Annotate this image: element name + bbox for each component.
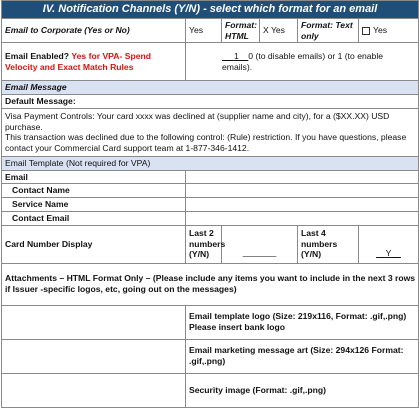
email-enabled-cell xyxy=(2,43,186,81)
last2-label: Last 2 numbers (Y/N) xyxy=(186,225,222,263)
format-html-label: Format: HTML xyxy=(222,19,260,43)
format-text-label: Format: Text only xyxy=(298,19,359,43)
notification-channels-table xyxy=(1,0,419,408)
last2-input[interactable]: _______ xyxy=(222,225,298,263)
contact-email-label: Contact Email xyxy=(2,211,186,225)
email-label: Email xyxy=(2,170,186,184)
service-name-label: Service Name xyxy=(2,198,186,212)
security-upload-cell[interactable] xyxy=(2,373,186,407)
format-text-option[interactable]: Yes xyxy=(359,19,419,43)
email-enabled-note: Yes for VPA- Spend Velocity and Exact Match Rules xyxy=(5,51,151,72)
card-number-display-label: Card Number Display xyxy=(2,225,186,263)
message-line: Visa Payment Controls: Your card xxxx was declined at (supplier name and city), for a ($XX.XX) USD purchase. xyxy=(5,110,390,132)
section-title: IV. Notification Channels (Y/N) - select which format for an email xyxy=(2,1,419,19)
email-value[interactable] xyxy=(186,170,419,184)
attachments-note: Attachments – HTML Format Only – (Please include any items you want to include in the next 3 rows if Issuer -specific logos, etc, going out on the messages) xyxy=(2,263,419,305)
logo-label: Email template logo (Size: 219x116, Format: .gif,.png) Please insert bank logo xyxy=(186,305,419,339)
format-html-selected[interactable]: X Yes xyxy=(260,19,298,43)
default-message-body[interactable] xyxy=(2,108,419,156)
email-enabled-value[interactable]: 1 0 (to disable emails) or 1 (to enable emails). xyxy=(186,43,419,81)
art-upload-cell[interactable] xyxy=(2,339,186,373)
contact-name-label: Contact Name xyxy=(2,184,186,198)
marketing-art-label: Email marketing message art (Size: 294x126 Format: .gif,.png) xyxy=(186,339,419,373)
logo-upload-cell[interactable] xyxy=(2,305,186,339)
last4-label: Last 4 numbers (Y/N) xyxy=(298,225,359,263)
message-line: This transaction was declined due to the following control: (Rule) restriction. If you have questions, please xyxy=(5,132,407,143)
contact-email-value[interactable] xyxy=(186,211,419,225)
service-name-value[interactable] xyxy=(186,198,419,212)
checkbox-icon[interactable] xyxy=(362,27,370,35)
security-image-label: Security image (Format: .gif,.png) xyxy=(186,373,419,407)
corp-yes-option[interactable]: Yes xyxy=(186,19,222,43)
email-enabled-label: Email Enabled? xyxy=(5,51,69,62)
email-template-heading: Email Template (Not required for VPA) xyxy=(2,156,419,170)
default-message-label: Default Message: xyxy=(2,95,419,109)
message-line: contact your Commercial Card support team at 1-877-346-1412. xyxy=(5,143,250,154)
contact-name-value[interactable] xyxy=(186,184,419,198)
last4-input[interactable]: Y xyxy=(359,225,419,263)
email-corporate-label: Email to Corporate (Yes or No) xyxy=(2,19,186,43)
email-enabled-input[interactable]: 1 xyxy=(233,51,239,62)
email-message-heading: Email Message xyxy=(2,81,419,95)
